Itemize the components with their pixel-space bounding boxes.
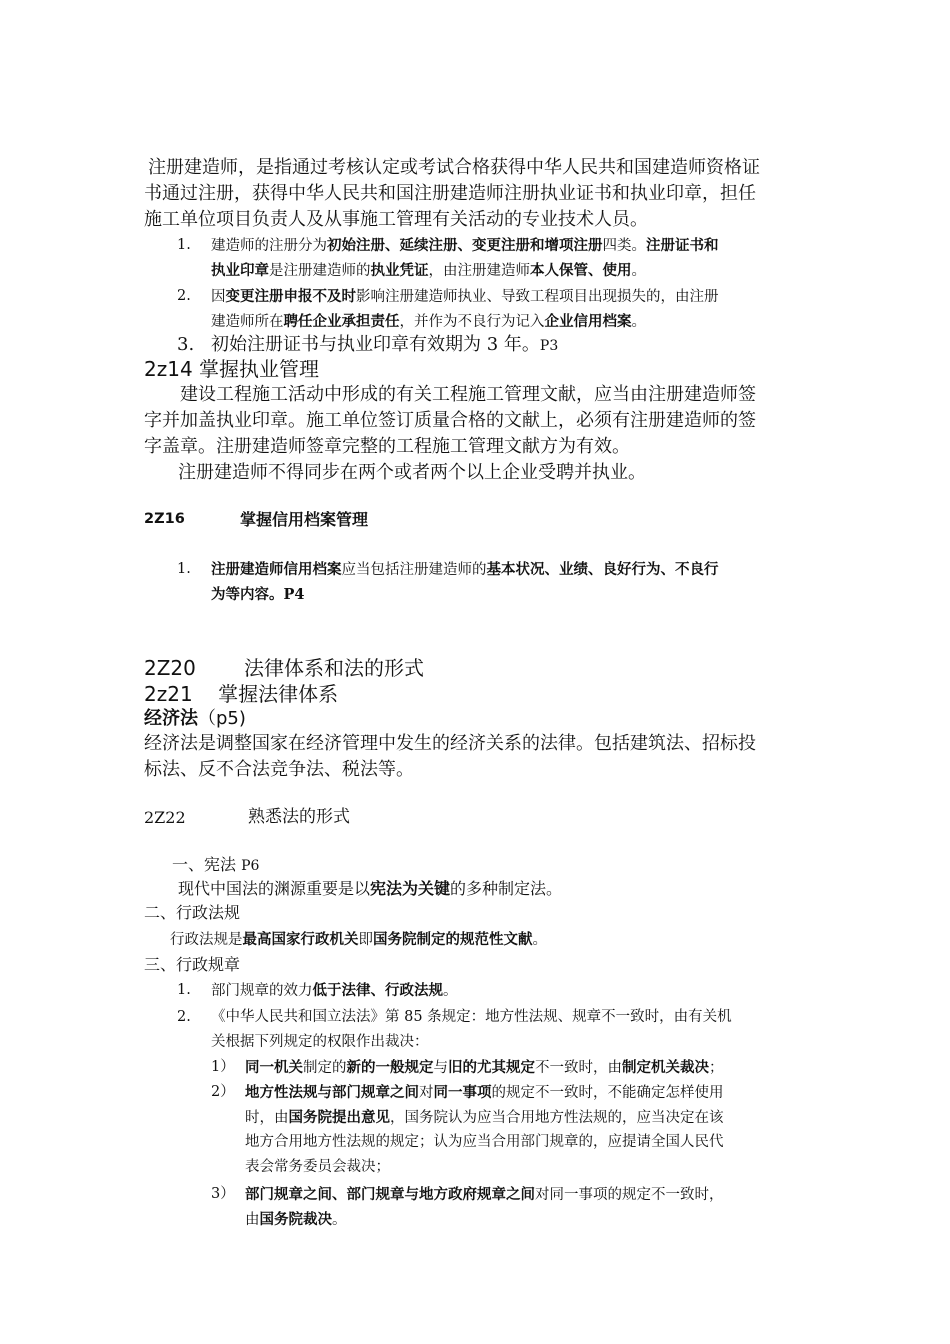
- ruling-2-line3: 地方合用地方性法规的规定；认为应当合用部门规章的，应提请全国人民代: [245, 1134, 724, 1150]
- list1-item1-line2: 执业印章是注册建造师的执业凭证，由注册建造师本人保管、使用。: [211, 262, 646, 279]
- admin-regulations-heading: 二、行政法规: [144, 903, 241, 922]
- list1-item2-line1: 因变更注册申报不及时影响注册建造师执业、导致工程项目出现损失的，由注册: [211, 288, 719, 305]
- ruling-1-text: 同一机关制定的新的一般规定与旧的尤其规定不一致时，由制定机关裁决；: [245, 1059, 724, 1076]
- section-2z16-item1-line2: 为等内容。P4: [211, 586, 305, 603]
- admin-rules-item2-number: 2.: [177, 1009, 191, 1025]
- admin-rules-item1-number: 1.: [177, 982, 191, 998]
- section-2z16-title: 掌握信用档案管理: [240, 510, 369, 529]
- ruling-1-number: 1）: [211, 1059, 235, 1075]
- list1-item2-number: 2.: [177, 288, 191, 304]
- section-2z20-code: 2Z20: [144, 656, 196, 680]
- economic-law-line-2: 标法、反不合法竞争法、税法等。: [144, 759, 414, 780]
- constitution-text: 现代中国法的渊源重要是以宪法为关键的多种制定法。: [178, 879, 563, 898]
- section-2z16-code: 2Z16: [144, 511, 185, 527]
- section-2z16-item1-number: 1.: [177, 561, 191, 577]
- section-2z14-heading: 2z14 掌握执业管理: [144, 357, 320, 381]
- list1-item3-number: 3.: [177, 334, 195, 355]
- constitution-heading: 一、宪法 P6: [172, 855, 260, 874]
- admin-rules-item2-line1: 《中华人民共和国立法法》第 85 条规定：地方性法规、规章不一致时，由有关机: [211, 1009, 732, 1025]
- list1-item1-number: 1.: [177, 237, 191, 253]
- economic-law-heading: 经济法（p5): [144, 708, 246, 729]
- admin-rules-heading: 三、行政规章: [144, 955, 241, 974]
- section-2z21-heading: 2z21 掌握法律体系: [144, 682, 339, 706]
- ruling-2-line4: 表会常务委员会裁决；: [245, 1159, 390, 1175]
- list1-item1-line1: 建造师的注册分为初始注册、延续注册、变更注册和增项注册四类。注册证书和: [211, 237, 719, 254]
- intro-line-2: 书通过注册，获得中华人民共和国注册建造师注册执业证书和执业印章，担任: [144, 183, 756, 204]
- economic-law-line-1: 经济法是调整国家在经济管理中发生的经济关系的法律。包括建筑法、招标投: [144, 733, 756, 754]
- admin-rules-item2-line2: 关根据下列规定的权限作出裁决：: [211, 1034, 429, 1050]
- intro-line-1: 注册建造师，是指通过考核认定或考试合格获得中华人民共和国建造师资格证: [148, 157, 760, 178]
- admin-rules-item1-text: 部门规章的效力低于法律、行政法规。: [211, 982, 458, 999]
- list1-item3-line: 初始注册证书与执业印章有效期为 3 年。P3: [211, 334, 559, 355]
- section-2z16-item1-line1: 注册建造师信用档案应当包括注册建造师的基本状况、业绩、良好行为、不良行: [211, 561, 719, 578]
- section-2z14-line-3: 字盖章。注册建造师签章完整的工程施工管理文献方为有效。: [144, 436, 630, 457]
- ruling-3-number: 3）: [211, 1186, 235, 1202]
- ruling-3-line2: 由国务院裁决。: [245, 1211, 347, 1228]
- section-2z20-title: 法律体系和法的形式: [244, 656, 424, 680]
- section-2z14-line-4: 注册建造师不得同步在两个或者两个以上企业受聘并执业。: [178, 462, 646, 483]
- intro-line-3: 施工单位项目负责人及从事施工管理有关活动的专业技术人员。: [144, 209, 648, 230]
- ruling-3-line1: 部门规章之间、部门规章与地方政府规章之间对同一事项的规定不一致时，: [245, 1186, 724, 1203]
- ruling-2-line1: 地方性法规与部门规章之间对同一事项的规定不一致时，不能确定怎样使用: [245, 1084, 724, 1101]
- section-2z14-line-2: 字并加盖执业印章。施工单位签订质量合格的文献上，必须有注册建造师的签: [144, 410, 756, 431]
- section-2z14-line-1: 建设工程施工活动中形成的有关工程施工管理文献，应当由注册建造师签: [180, 384, 756, 405]
- section-2z22-code: 2Z22: [144, 808, 186, 827]
- section-2z22-title: 熟悉法的形式: [248, 807, 350, 827]
- ruling-2-number: 2）: [211, 1084, 235, 1100]
- ruling-2-line2: 时，由国务院提出意见，国务院认为应当合用地方性法规的，应当决定在该: [245, 1109, 724, 1126]
- admin-regulations-text: 行政法规是最高国家行政机关即国务院制定的规范性文献。: [170, 931, 547, 948]
- list1-item2-line2: 建造师所在聘任企业承担责任，并作为不良行为记入企业信用档案。: [211, 313, 646, 330]
